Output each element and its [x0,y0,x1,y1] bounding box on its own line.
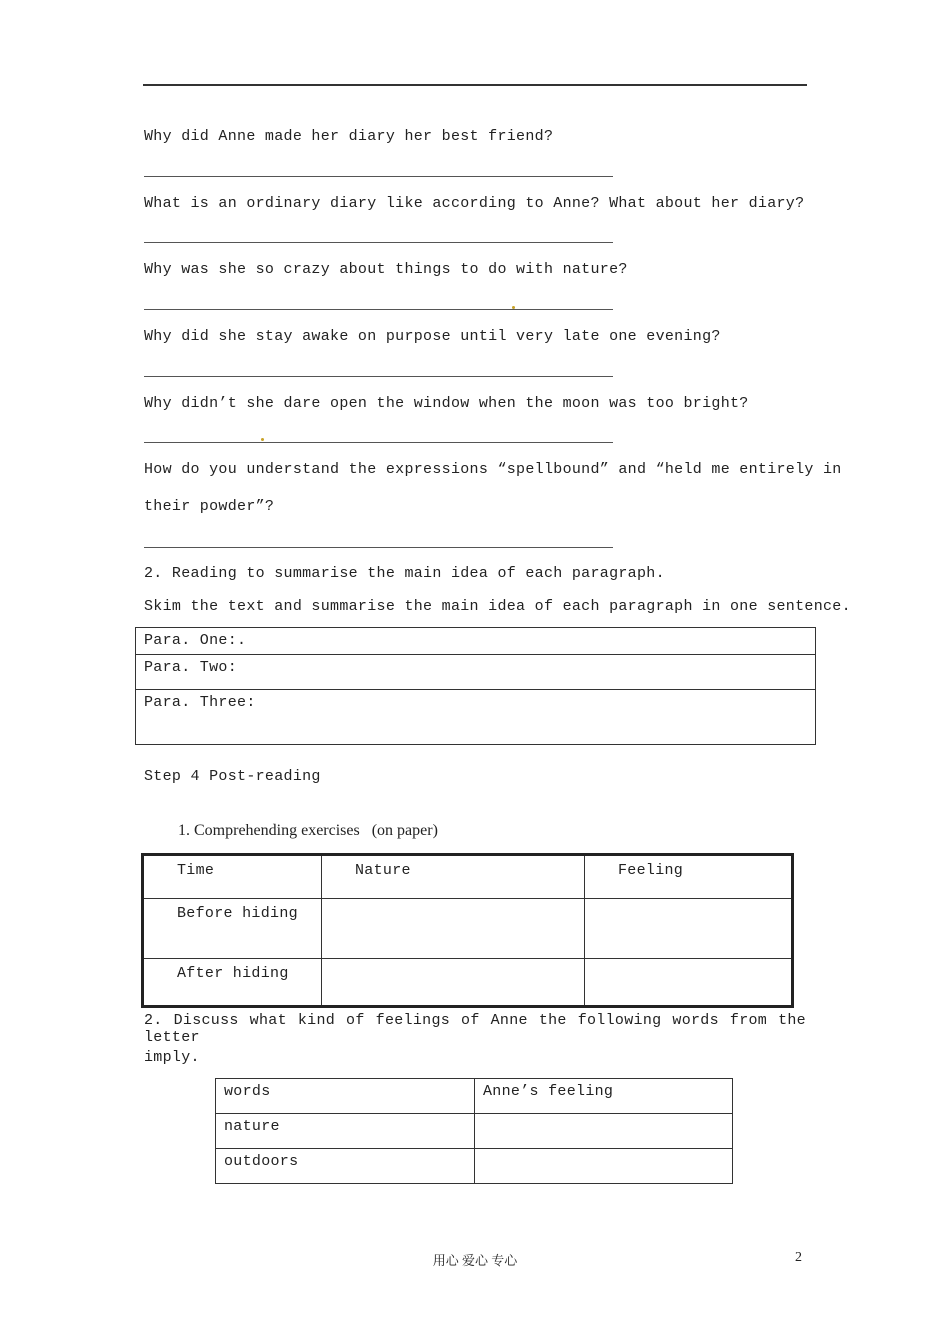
speck [261,438,264,441]
answer-line [144,309,613,310]
paragraph-summary-table [135,627,816,745]
row-before-hiding: Before hiding [143,899,322,959]
footer-slogan: 用心 爱心 专心 [432,1253,518,1268]
cell-empty [475,1114,733,1149]
step-4-heading: Step 4 Post-reading [144,768,321,785]
cell-empty [322,959,585,1007]
answer-line [144,176,613,177]
cell-empty [585,959,793,1007]
header-rule [143,84,807,86]
answer-line [144,547,613,548]
discuss-line-2: imply. [144,1049,200,1066]
header-annes-feeling: Anne’s feeling [475,1079,733,1114]
words-feeling-table [215,1078,733,1184]
exercise-heading: 1. Comprehending exercises (on paper) [178,822,438,839]
word-outdoors: outdoors [216,1149,475,1184]
question-1: Why did Anne made her diary her best friend? [144,128,554,145]
answer-line [144,242,613,243]
question-3: Why was she so crazy about things to do with nature? [144,261,628,278]
cell-empty [475,1149,733,1184]
header-time: Time [143,855,322,899]
para-one-cell: Para. One:. [136,628,816,655]
section-2-heading: 2. Reading to summarise the main idea of each paragraph. [144,565,665,582]
question-4: Why did she stay awake on purpose until very late one evening? [144,328,721,345]
cell-empty [322,899,585,959]
para-three-cell: Para. Three: [136,690,816,745]
header-nature: Nature [322,855,585,899]
page-number: 2 [795,1250,802,1265]
question-5: Why didn’t she dare open the window when the moon was too bright? [144,395,749,412]
para-two-cell: Para. Two: [136,655,816,690]
row-after-hiding: After hiding [143,959,322,1007]
speck [512,306,515,309]
question-6-line-2: their powder”? [144,498,275,515]
cell-empty [585,899,793,959]
section-2-instruction: Skim the text and summarise the main idea of each paragraph in one sentence. [144,598,851,615]
header-feeling: Feeling [585,855,793,899]
answer-line [144,376,613,377]
answer-line [144,442,613,443]
question-6-line-1: How do you understand the expressions “spellbound” and “held me entirely in [144,461,842,478]
question-2: What is an ordinary diary like according to Anne? What about her diary? [144,195,805,212]
header-words: words [216,1079,475,1114]
discuss-line-1: 2. Discuss what kind of feelings of Anne the following words from the letter [144,1012,806,1046]
comprehension-table [141,853,794,1008]
word-nature: nature [216,1114,475,1149]
